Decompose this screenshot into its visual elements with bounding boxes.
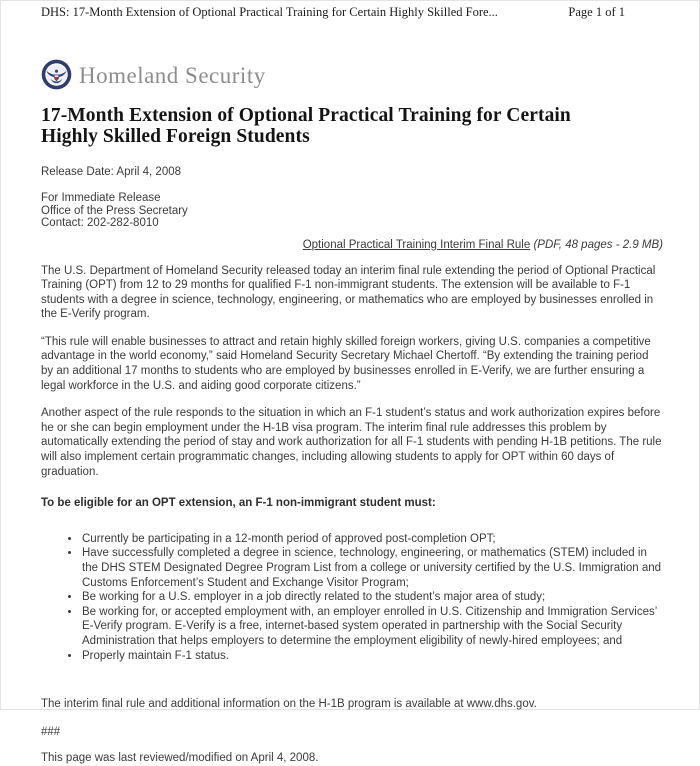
rule-link-line <box>41 239 663 251</box>
list-item: • Have successfully completed a degree in science, technology, engineering, or mathematics (STEM) included in the DHS STEM Designated Degree Program List from a college or university certified by the U.S. Immigration and Customs Enforcement’s Student and Exchange Visitor Program; <box>81 546 663 590</box>
list-item: • Be working for a U.S. employer in a job directly related to the student’s major area of study; <box>81 590 663 605</box>
dhs-seal-icon <box>41 59 72 90</box>
contact-line-immediate-release: For Immediate Release <box>41 192 161 204</box>
list-item: • Properly maintain F-1 status. <box>81 649 663 664</box>
closing-paragraph: The interim final rule and additional information on the H-1B program is available at www.dhs.gov. <box>41 698 537 711</box>
contact-line-phone: Contact: 202-282-8010 <box>41 217 159 229</box>
last-modified-line: This page was last reviewed/modified on April 4, 2008. <box>41 752 319 765</box>
dhs-logo-wordmark: Homeland Security <box>79 63 266 88</box>
list-item: • Currently be participating in a 12-month period of approved post-completion OPT; <box>81 532 663 547</box>
interim-final-rule-link[interactable]: Optional Practical Training Interim Final Rule <box>302 238 531 251</box>
dhs-logo <box>41 59 659 90</box>
paragraph-rule-summary: The U.S. Department of Homeland Security released today an interim final rule extending the period of Optional Practical Training (OPT) from 12 to 29 months for qualified F-1 non-immigrant students. The extension will be available to F-1 students with a degree in science, technology, engineering, or mathematics who are employed by businesses enrolled in the E-Verify program. <box>41 264 656 321</box>
pdf-file-meta: (PDF, 48 pages - 2.9 MB) <box>530 238 663 251</box>
contact-line-office: Office of the Press Secretary <box>41 204 188 217</box>
contact-block <box>41 192 663 230</box>
eligibility-list <box>41 532 663 663</box>
print-header-title: DHS: 17-Month Extension of Optional Practical Training for Certain Highly Skilled Fore... <box>41 5 498 19</box>
document-page <box>1 59 699 766</box>
paragraph-h1b-gap: Another aspect of the rule responds to the situation in which an F-1 student’s status and work authorization expires before he or she can begin employment under the H-1B visa program. The interim final rule addresses this problem by automatically extending the period of stay and work authorization for all F-1 students with pending H-1B petitions. The rule will also implement certain programmatic changes, including allowing students to apply for OPT within 60 days of graduation. <box>41 407 662 478</box>
end-marker: ### <box>41 725 61 738</box>
eligibility-heading: To be eligible for an OPT extension, an F-1 non-immigrant student must: <box>41 497 436 510</box>
print-header <box>41 5 625 20</box>
print-header-page-count: Page 1 of 1 <box>568 5 625 19</box>
page-title: 17-Month Extension of Optional Practical Training for Certain Highly Skilled Foreign Students <box>41 105 571 147</box>
paragraph-chertoff-quote: “This rule will enable businesses to attract and retain highly skilled foreign workers, giving U.S. companies a competitive advantage in the world economy,” said Homeland Security Secretary Michael Chertoff. “By extending the training period by an additional 17 months to students who are employed by businesses enrolled in E-Verify, we are further ensuring a legal workforce in the U.S. and aiding good corporate citizens.” <box>41 335 651 392</box>
list-item: • Be working for, or accepted employment with, an employer enrolled in U.S. Citizenship and Immigration Services’ E-Verify program. E-Verify is a free, internet-based system operated in partnership with the Social Security Administration that helps employers to determine the employment eligibility of newly-hired employees; and <box>81 605 663 649</box>
release-date: Release Date: April 4, 2008 <box>41 166 182 178</box>
